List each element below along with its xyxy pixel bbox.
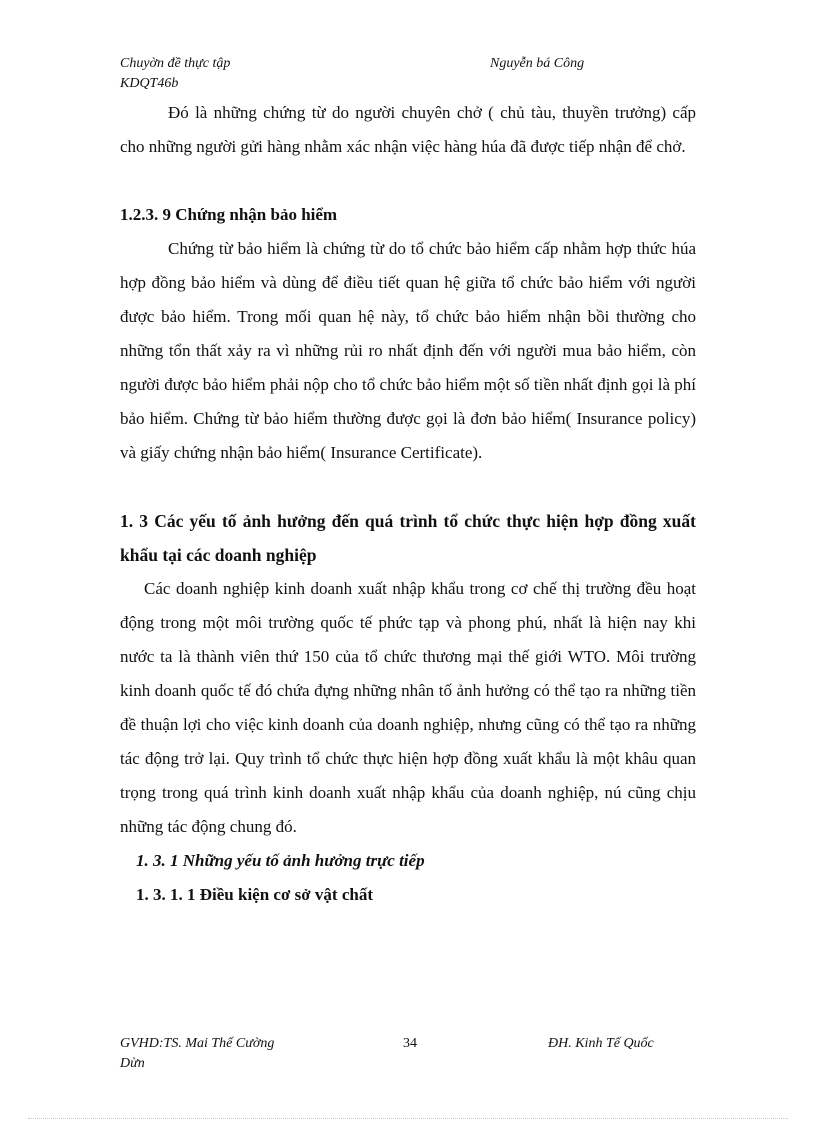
page-bottom-divider bbox=[28, 1118, 788, 1119]
paragraph-carrier-docs: Đó là những chứng từ do người chuyên chở ( chủ tàu, thuyền trưởng) cấp cho những người gửi hàng nhằm xác nhận việc hàng húa đã được tiếp nhận để chở. bbox=[120, 103, 696, 156]
footer-supervisor-cont: Dừn bbox=[120, 1056, 145, 1071]
heading-direct-factors: 1. 3. 1 Những yếu tố ảnh hưởng trực tiếp bbox=[136, 851, 425, 870]
header-author: Nguyễn bá Công bbox=[490, 56, 585, 71]
header-left-class: KDQT46b bbox=[120, 76, 179, 91]
paragraph-business-environment: Các doanh nghiệp kinh doanh xuất nhập khẩu trong cơ chế thị trường đều hoạt động trong một môi trường quốc tế phức tạp và phong phú, nhất là hiện nay khi nước ta là thành viên thứ 150 của tổ chức thương mại thế giới WTO. Môi trường kinh doanh quốc tế đó chứa đựng những nhân tố ảnh hưởng có thể tạo ra những tiền đề thuận lợi cho việc kinh doanh của doanh nghiệp, nhưng cũng có thể tạo ra những tác động trở lại. Quy trình tổ chức thực hiện hợp đồng xuất khẩu là một khâu quan trọng trong quá trình kinh doanh xuất nhập khẩu của doanh nghiệp, nú cũng chịu những tác động chung đó. bbox=[120, 579, 696, 836]
header-left-title: Chuyờn đề thực tập bbox=[120, 56, 231, 71]
footer-university: ĐH. Kinh Tế Quốc bbox=[548, 1036, 654, 1051]
heading-section-1-3: 1. 3 Các yếu tố ảnh hưởng đến quá trình tổ chức thực hiện hợp đồng xuất khẩu tại các doanh nghiệp bbox=[120, 511, 696, 565]
page-number: 34 bbox=[403, 1036, 417, 1051]
paragraph-insurance: Chứng từ bảo hiểm là chứng từ do tổ chức bảo hiểm cấp nhằm hợp thức húa hợp đồng bảo hiểm và dùng để điều tiết quan hệ giữa tổ chức bảo hiểm với người được bảo hiểm. Trong mối quan hệ này, tổ chức bảo hiểm nhận bồi thường cho những tổn thất xảy ra vì những rủi ro nhất định đến với người mua bảo hiểm, còn người được bảo hiểm phải nộp cho tổ chức bảo hiểm một số tiền nhất định gọi là phí bảo hiểm. Chứng từ bảo hiểm thường được gọi là đơn bảo hiểm( Insurance policy) và giấy chứng nhận bảo hiểm( Insurance Certificate). bbox=[120, 239, 696, 462]
heading-facilities: 1. 3. 1. 1 Điều kiện cơ sở vật chất bbox=[136, 885, 373, 904]
page-body bbox=[120, 96, 696, 912]
footer-supervisor: GVHD:TS. Mai Thế Cường bbox=[120, 1036, 275, 1051]
heading-insurance-certificate: 1.2.3. 9 Chứng nhận bảo hiểm bbox=[120, 205, 338, 224]
